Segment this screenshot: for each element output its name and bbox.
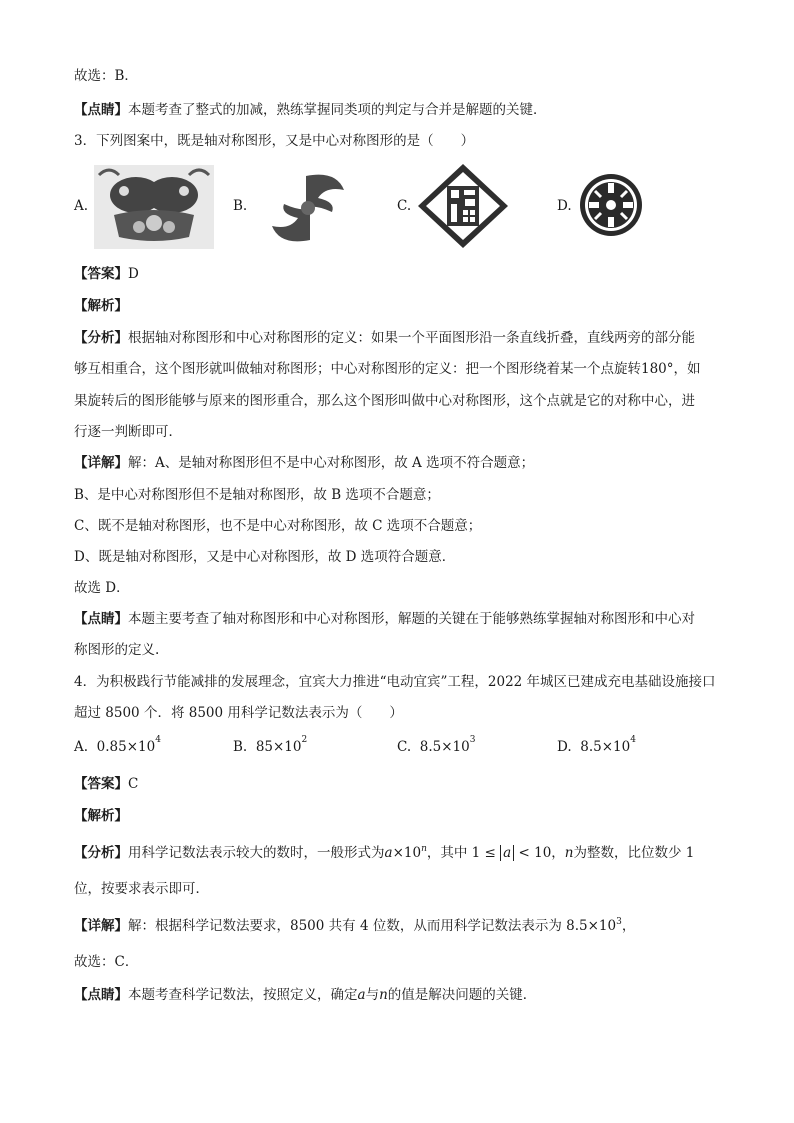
q3-conclusion: 故选 D． — [74, 580, 130, 596]
q4-option-a: A. $0.85\times 10^4$ — [74, 735, 161, 755]
q3-analysis-1: 【分析】根据轴对称图形和中心对称图形的定义：如果一个平面图形沿一条直线折叠，直线两旁的部分能 — [74, 330, 695, 346]
q4-option-b: B. $85\times 10^2$ — [233, 735, 308, 755]
q3-option-c-label: C. — [397, 198, 412, 214]
conclusion-line: 故选：B． — [74, 68, 138, 84]
q3-jiexi: 【解析】 — [74, 298, 128, 314]
fish-papercut-image — [94, 165, 214, 249]
q3-option-d-label: D. — [557, 198, 572, 214]
q3-comment-2: 称图形的定义. — [74, 642, 160, 658]
q4-comment: 【点睛】本题考查科学记数法，按照定义，确定a与n的值是解决问题的关键． — [74, 987, 537, 1003]
q3-analysis-2: 够互相重合，这个图形就叫做轴对称图形；中心对称图形的定义：把一个图形绕着某一个点旋转180°，如 — [74, 361, 701, 377]
q4-jiexi: 【解析】 — [74, 808, 128, 824]
q3-detail-2: B、是中心对称图形但不是轴对称图形，故 B 选项不合题意； — [74, 487, 440, 503]
comment-tag: 【点睛】 — [74, 102, 128, 118]
q4-option-d: D. $8.5\times 10^4$ — [557, 735, 636, 755]
q3-detail-3: C、既不是轴对称图形，也不是中心对称图形，故 C 选项不合题意； — [74, 518, 482, 534]
q3-analysis-4: 行逐一判断即可． — [74, 424, 182, 440]
question-3-stem: 3．下列图案中，既是轴对称图形，又是中心对称图形的是（ ） — [74, 133, 475, 149]
q3-analysis-3: 果旋转后的图形能够与原来的图形重合，那么这个图形叫做中心对称图形，这个点就是它的对称中心，进 — [74, 393, 695, 409]
q4-answer: 【答案】C — [74, 776, 139, 792]
phoenix-papercut-image — [266, 168, 350, 248]
q4-analysis-2: 位，按要求表示即可． — [74, 881, 209, 897]
q3-detail-4: D、既是轴对称图形，又是中心对称图形，故 D 选项符合题意． — [74, 549, 456, 565]
q4-conclusion: 故选：C． — [74, 954, 139, 970]
q3-answer: 【答案】D — [74, 266, 139, 282]
q3-option-b-label: B. — [233, 198, 248, 214]
q3-comment-1: 【点睛】本题主要考查了轴对称图形和中心对称图形，解题的关键在于能够熟练掌握轴对称图形和中心对 — [74, 611, 695, 627]
q4-analysis-1: 【分析】用科学记数法表示较大的数时，一般形式为$a\times 10^n$，其中 1 ≤ a < 10，n为整数，比位数少 1 — [74, 844, 695, 861]
q3-detail-1: 【详解】解：A、是轴对称图形但不是中心对称图形，故 A 选项不符合题意； — [74, 455, 535, 471]
q4-detail: 【详解】解：根据科学记数法要求，8500 共有 4 位数，从而用科学记数法表示为 $8.5\times 10^3$， — [74, 917, 636, 934]
question-4-stem-2: 超过 8500 个．将 8500 用科学记数法表示为（ ） — [74, 705, 403, 721]
fu-character-image — [416, 162, 510, 250]
comment-line: 【点睛】本题考查了整式的加减，熟练掌握同类项的判定与合并是解题的关键． — [74, 102, 547, 118]
q4-option-c: C. $8.5\times 10^3$ — [397, 735, 476, 755]
circular-ornament-image — [579, 173, 643, 237]
question-4-stem-1: 4．为积极践行节能减排的发展理念，宜宾大力推进“电动宜宾”工程，2022 年城区已建成充电基础设施接口 — [74, 674, 716, 690]
q3-option-a-label: A. — [74, 198, 89, 214]
